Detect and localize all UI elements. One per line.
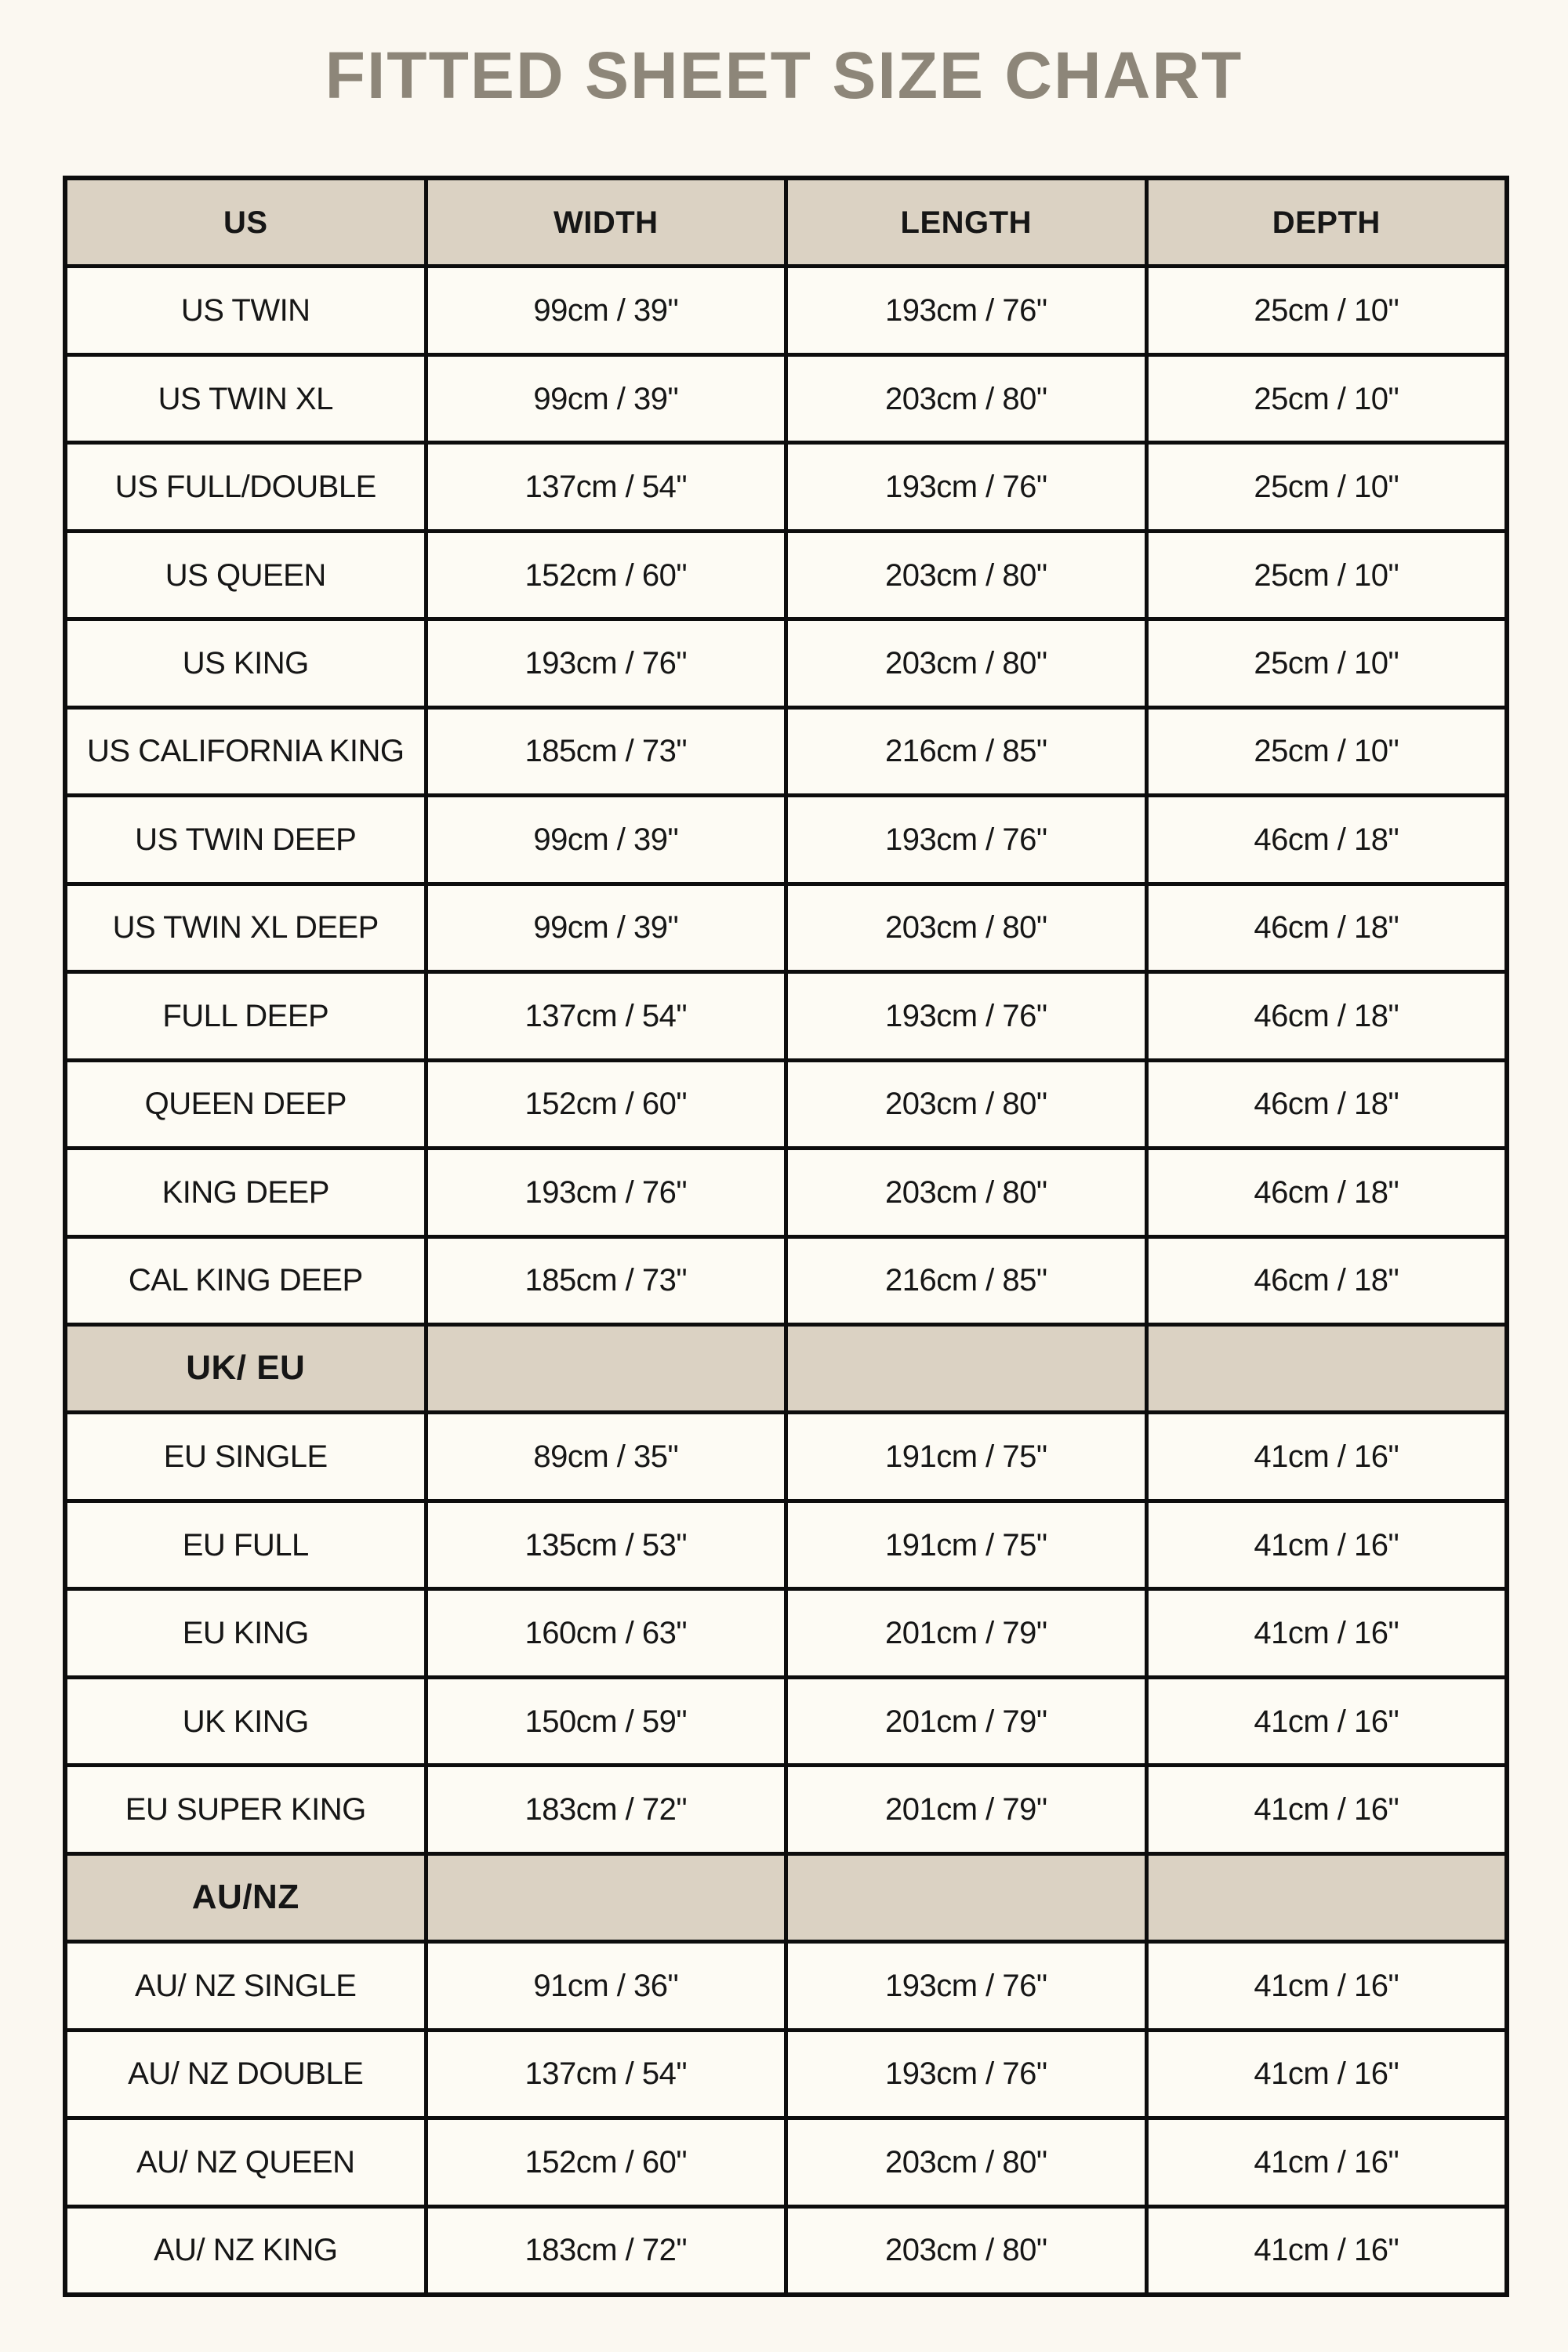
- table-cell: 193cm / 76": [428, 1150, 785, 1234]
- table-cell: EU KING: [67, 1591, 424, 1675]
- size-table: [63, 176, 1509, 2297]
- table-cell: 216cm / 85": [788, 1239, 1145, 1323]
- table-cell: AU/ NZ KING: [67, 2209, 424, 2292]
- table-cell: 193cm / 76": [788, 2032, 1145, 2116]
- table-cell: 46cm / 18": [1149, 886, 1505, 970]
- table-cell: 201cm / 79": [788, 1591, 1145, 1675]
- table-cell: 41cm / 16": [1149, 1944, 1505, 2027]
- table-cell: US TWIN XL: [67, 357, 424, 441]
- table-cell: 150cm / 59": [428, 1679, 785, 1763]
- table-cell: 99cm / 39": [428, 268, 785, 352]
- table-cell: US KING: [67, 621, 424, 705]
- table-cell: 135cm / 53": [428, 1503, 785, 1587]
- table-cell: 152cm / 60": [428, 2120, 785, 2204]
- table-cell: 193cm / 76": [788, 445, 1145, 528]
- table-cell: 203cm / 80": [788, 886, 1145, 970]
- table-cell: 193cm / 76": [788, 797, 1145, 881]
- table-cell: 137cm / 54": [428, 445, 785, 528]
- table-cell: 25cm / 10": [1149, 357, 1505, 441]
- column-header-cell: WIDTH: [428, 180, 785, 264]
- table-cell: UK KING: [67, 1679, 424, 1763]
- column-header-cell: LENGTH: [788, 180, 1145, 264]
- table-cell: 46cm / 18": [1149, 1150, 1505, 1234]
- table-cell: 203cm / 80": [788, 2209, 1145, 2292]
- table-cell: 191cm / 75": [788, 1414, 1145, 1498]
- table-cell: 46cm / 18": [1149, 1062, 1505, 1146]
- table-cell: 41cm / 16": [1149, 2032, 1505, 2116]
- section-header-cell: [428, 1856, 785, 1940]
- table-cell: US QUEEN: [67, 533, 424, 617]
- table-cell: 216cm / 85": [788, 710, 1145, 793]
- table-cell: 203cm / 80": [788, 621, 1145, 705]
- table-cell: 203cm / 80": [788, 357, 1145, 441]
- table-cell: 41cm / 16": [1149, 2209, 1505, 2292]
- table-cell: FULL DEEP: [67, 974, 424, 1058]
- table-cell: EU SINGLE: [67, 1414, 424, 1498]
- table-cell: EU FULL: [67, 1503, 424, 1587]
- table-cell: AU/ NZ DOUBLE: [67, 2032, 424, 2116]
- table-cell: 191cm / 75": [788, 1503, 1145, 1587]
- table-cell: 25cm / 10": [1149, 621, 1505, 705]
- table-cell: 193cm / 76": [788, 1944, 1145, 2027]
- table-cell: 25cm / 10": [1149, 268, 1505, 352]
- table-cell: 152cm / 60": [428, 1062, 785, 1146]
- table-cell: 203cm / 80": [788, 1150, 1145, 1234]
- table-cell: KING DEEP: [67, 1150, 424, 1234]
- table-cell: 203cm / 80": [788, 533, 1145, 617]
- table-cell: 25cm / 10": [1149, 710, 1505, 793]
- section-header-cell: UK/ EU: [67, 1327, 424, 1410]
- table-cell: AU/ NZ SINGLE: [67, 1944, 424, 2027]
- table-cell: 46cm / 18": [1149, 974, 1505, 1058]
- table-cell: 193cm / 76": [788, 268, 1145, 352]
- table-cell: 89cm / 35": [428, 1414, 785, 1498]
- table-cell: 185cm / 73": [428, 1239, 785, 1323]
- page-title: FITTED SHEET SIZE CHART: [325, 38, 1243, 112]
- table-cell: 193cm / 76": [428, 621, 785, 705]
- table-cell: 41cm / 16": [1149, 1414, 1505, 1498]
- table-cell: 185cm / 73": [428, 710, 785, 793]
- table-cell: 137cm / 54": [428, 974, 785, 1058]
- column-header-cell: US: [67, 180, 424, 264]
- table-cell: 183cm / 72": [428, 2209, 785, 2292]
- table-cell: AU/ NZ QUEEN: [67, 2120, 424, 2204]
- table-cell: 99cm / 39": [428, 357, 785, 441]
- table-cell: 46cm / 18": [1149, 1239, 1505, 1323]
- table-cell: US TWIN XL DEEP: [67, 886, 424, 970]
- table-cell: 41cm / 16": [1149, 1503, 1505, 1587]
- table-cell: CAL KING DEEP: [67, 1239, 424, 1323]
- table-cell: 99cm / 39": [428, 797, 785, 881]
- table-cell: US TWIN: [67, 268, 424, 352]
- table-cell: 201cm / 79": [788, 1767, 1145, 1851]
- section-header-cell: [788, 1856, 1145, 1940]
- table-cell: 41cm / 16": [1149, 1767, 1505, 1851]
- table-cell: US FULL/DOUBLE: [67, 445, 424, 528]
- section-header-cell: [1149, 1327, 1505, 1410]
- table-cell: 25cm / 10": [1149, 445, 1505, 528]
- column-header-cell: DEPTH: [1149, 180, 1505, 264]
- section-header-cell: AU/NZ: [67, 1856, 424, 1940]
- table-cell: 46cm / 18": [1149, 797, 1505, 881]
- section-header-cell: [788, 1327, 1145, 1410]
- section-header-cell: [428, 1327, 785, 1410]
- section-header-cell: [1149, 1856, 1505, 1940]
- table-cell: 91cm / 36": [428, 1944, 785, 2027]
- table-cell: 152cm / 60": [428, 533, 785, 617]
- table-cell: 183cm / 72": [428, 1767, 785, 1851]
- table-cell: QUEEN DEEP: [67, 1062, 424, 1146]
- table-cell: 25cm / 10": [1149, 533, 1505, 617]
- table-cell: 160cm / 63": [428, 1591, 785, 1675]
- table-cell: 137cm / 54": [428, 2032, 785, 2116]
- table-cell: 99cm / 39": [428, 886, 785, 970]
- table-cell: EU SUPER KING: [67, 1767, 424, 1851]
- table-cell: 203cm / 80": [788, 2120, 1145, 2204]
- table-cell: 41cm / 16": [1149, 1591, 1505, 1675]
- table-cell: 201cm / 79": [788, 1679, 1145, 1763]
- table-cell: 203cm / 80": [788, 1062, 1145, 1146]
- table-cell: US CALIFORNIA KING: [67, 710, 424, 793]
- table-cell: US TWIN DEEP: [67, 797, 424, 881]
- table-cell: 193cm / 76": [788, 974, 1145, 1058]
- table-cell: 41cm / 16": [1149, 2120, 1505, 2204]
- table-cell: 41cm / 16": [1149, 1679, 1505, 1763]
